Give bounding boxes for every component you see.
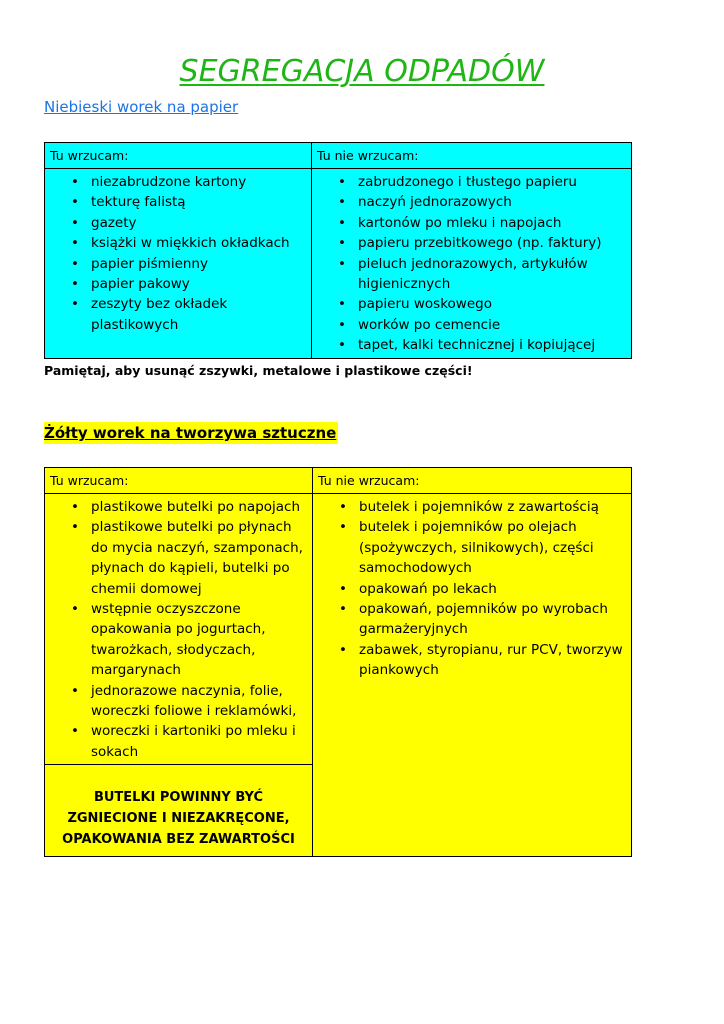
list-item: • zeszyty bez okładek plastikowych [45,294,311,335]
plastic-table-header-row [45,468,632,494]
paper-in-list [45,172,311,335]
paper-col-in-header: Tu wrzucam: [45,143,312,169]
paper-table [44,142,632,359]
list-item: • butelek i pojemników po olejach (spożywczych, silnikowych), części samochodowych [313,517,631,578]
paper-bag-heading: Niebieski worek na papier [44,98,239,116]
paper-table-body-row [45,169,632,359]
list-item: • papier piśmienny [45,254,311,274]
paper-out-cell [312,169,632,359]
list-item: • kartonów po mleku i napojach [312,213,631,233]
list-item: • opakowań, pojemników po wyrobach garmażeryjnych [313,599,631,640]
plastic-in-list [45,497,312,762]
list-item: • zabrudzonego i tłustego papieru [312,172,631,192]
plastic-warning: BUTELKI POWINNY BYĆ ZGNIECIONE I NIEZAKRĘCONE, OPAKOWANIA BEZ ZAWARTOŚCI [45,765,313,857]
list-item: • gazety [45,213,311,233]
plastic-out-cell [313,494,632,857]
plastic-out-list [313,497,631,681]
list-item: • zabawek, styropianu, rur PCV, tworzyw piankowych [313,640,631,681]
list-item: • książki w miękkich okładkach [45,233,311,253]
list-item: • plastikowe butelki po napojach [45,497,312,517]
list-item: • naczyń jednorazowych [312,192,631,212]
list-item: • papieru przebitkowego (np. faktury) [312,233,631,253]
list-item: • wstępnie oczyszczone opakowania po jogurtach, twarożkach, słodyczach, margarynach [45,599,312,681]
list-item: • woreczki i kartoniki po mleku i sokach [45,721,312,762]
plastic-table [44,467,632,857]
list-item: • papier pakowy [45,274,311,294]
list-item: • tekturę falistą [45,192,311,212]
paper-col-out-header: Tu nie wrzucam: [312,143,632,169]
page-title [0,52,724,92]
list-item: • plastikowe butelki po płynach do mycia naczyń, szamponach, płynach do kąpieli, butelki po chemii domowej [45,517,312,599]
plastic-col-in-header: Tu wrzucam: [45,468,313,494]
list-item: • butelek i pojemników z zawartością [313,497,631,517]
paper-table-header-row [45,143,632,169]
list-item: • pieluch jednorazowych, artykułów higienicznych [312,254,631,295]
list-item: • jednorazowe naczynia, folie, woreczki foliowe i reklamówki, [45,681,312,722]
paper-in-cell [45,169,312,359]
paper-note: Pamiętaj, aby usunąć zszywki, metalowe i plastikowe części! [44,363,473,378]
plastic-bag-heading: Żółty worek na tworzywa sztuczne [44,424,337,442]
page-title-text: SEGREGACJA ODPADÓW [179,54,545,89]
list-item: • papieru woskowego [312,294,631,314]
plastic-in-cell [45,494,313,765]
list-item: • tapet, kalki technicznej i kopiującej [312,335,631,355]
list-item: • niezabrudzone kartony [45,172,311,192]
list-item: • worków po cemencie [312,315,631,335]
list-item: • opakowań po lekach [313,579,631,599]
paper-out-list [312,172,631,356]
plastic-table-body-row [45,494,632,765]
plastic-col-out-header: Tu nie wrzucam: [313,468,632,494]
